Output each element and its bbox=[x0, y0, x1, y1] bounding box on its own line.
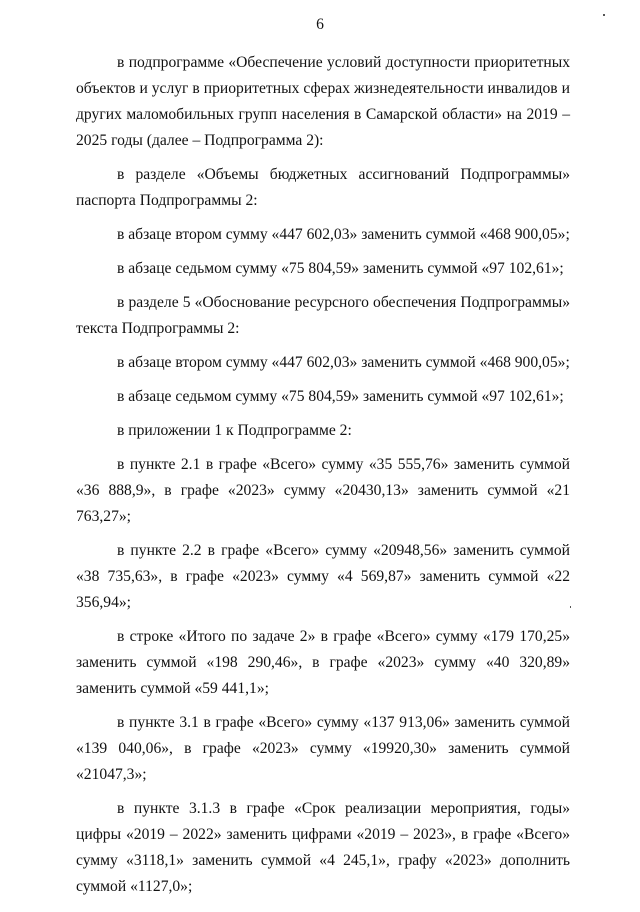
paragraph-section5-seventh-line: в абзаце седьмом сумму «75 804,59» заменить суммой «97 102,61»; bbox=[117, 388, 564, 405]
paragraph-item-3-1: в пункте 3.1 в графе «Всего» сумму «137 913,06» заменить суммой «139 040,06», в графе «2023» сумму «19920,30» заменить суммой «21047,3»; bbox=[76, 714, 570, 783]
paragraph-item-2-2: в пункте 2.2 в графе «Всего» сумму «20948,56» заменить суммой «38 735,63», в графе «2023» сумму «4 569,87» заменить суммой «22 356,94»; bbox=[76, 542, 570, 611]
paragraph-section5-second-line: в абзаце втором сумму «447 602,03» заменить суммой «468 900,05»; bbox=[117, 354, 570, 371]
scan-mark bbox=[603, 14, 605, 16]
page-number: 6 bbox=[316, 16, 324, 33]
paragraph-budget-second-line: в абзаце втором сумму «447 602,03» заменить суммой «468 900,05»; bbox=[117, 226, 570, 243]
paragraph-appendix-1: в приложении 1 к Подпрограмме 2: bbox=[117, 422, 352, 439]
paragraph-budget-seventh-line: в абзаце седьмом сумму «75 804,59» заменить суммой «97 102,61»; bbox=[117, 260, 564, 277]
paragraph-total-task-2: в строке «Итого по задаче 2» в графе «Всего» сумму «179 170,25» заменить суммой «198 290,46», в графе «2023» сумму «40 320,89» заменить суммой «59 441,1»; bbox=[76, 628, 570, 697]
paragraph-section-budget: в разделе «Объемы бюджетных ассигнований Подпрограммы» паспорта Подпрограммы 2: bbox=[76, 166, 570, 209]
paragraph-item-3-1-3: в пункте 3.1.3 в графе «Срок реализации мероприятия, годы» цифры «2019 – 2022» заменить цифрами «2019 – 2023», в графе «Всего» сумму «3118,1» заменить суммой «4 245,1», графу «2023» дополнить суммой «1127,0»; bbox=[76, 800, 570, 895]
paragraph-item-2-1: в пункте 2.1 в графе «Всего» сумму «35 555,76» заменить суммой «36 888,9», в графе «2023» сумму «20430,13» заменить суммой «21 763,27»; bbox=[76, 456, 570, 525]
document-body bbox=[76, 50, 570, 900]
paragraph-subprogram-2-intro: в подпрограмме «Обеспечение условий доступности приоритетных объектов и услуг в приоритетных сферах жизнедеятельности инвалидов и других маломобильных групп населения в Самарской области» на 2019 – 2025 годы (далее – Подпрограмма 2): bbox=[76, 54, 570, 149]
scan-mark bbox=[570, 606, 571, 608]
paragraph-section-5: в разделе 5 «Обоснование ресурсного обеспечения Подпрограммы» текста Подпрограммы 2: bbox=[76, 294, 570, 337]
